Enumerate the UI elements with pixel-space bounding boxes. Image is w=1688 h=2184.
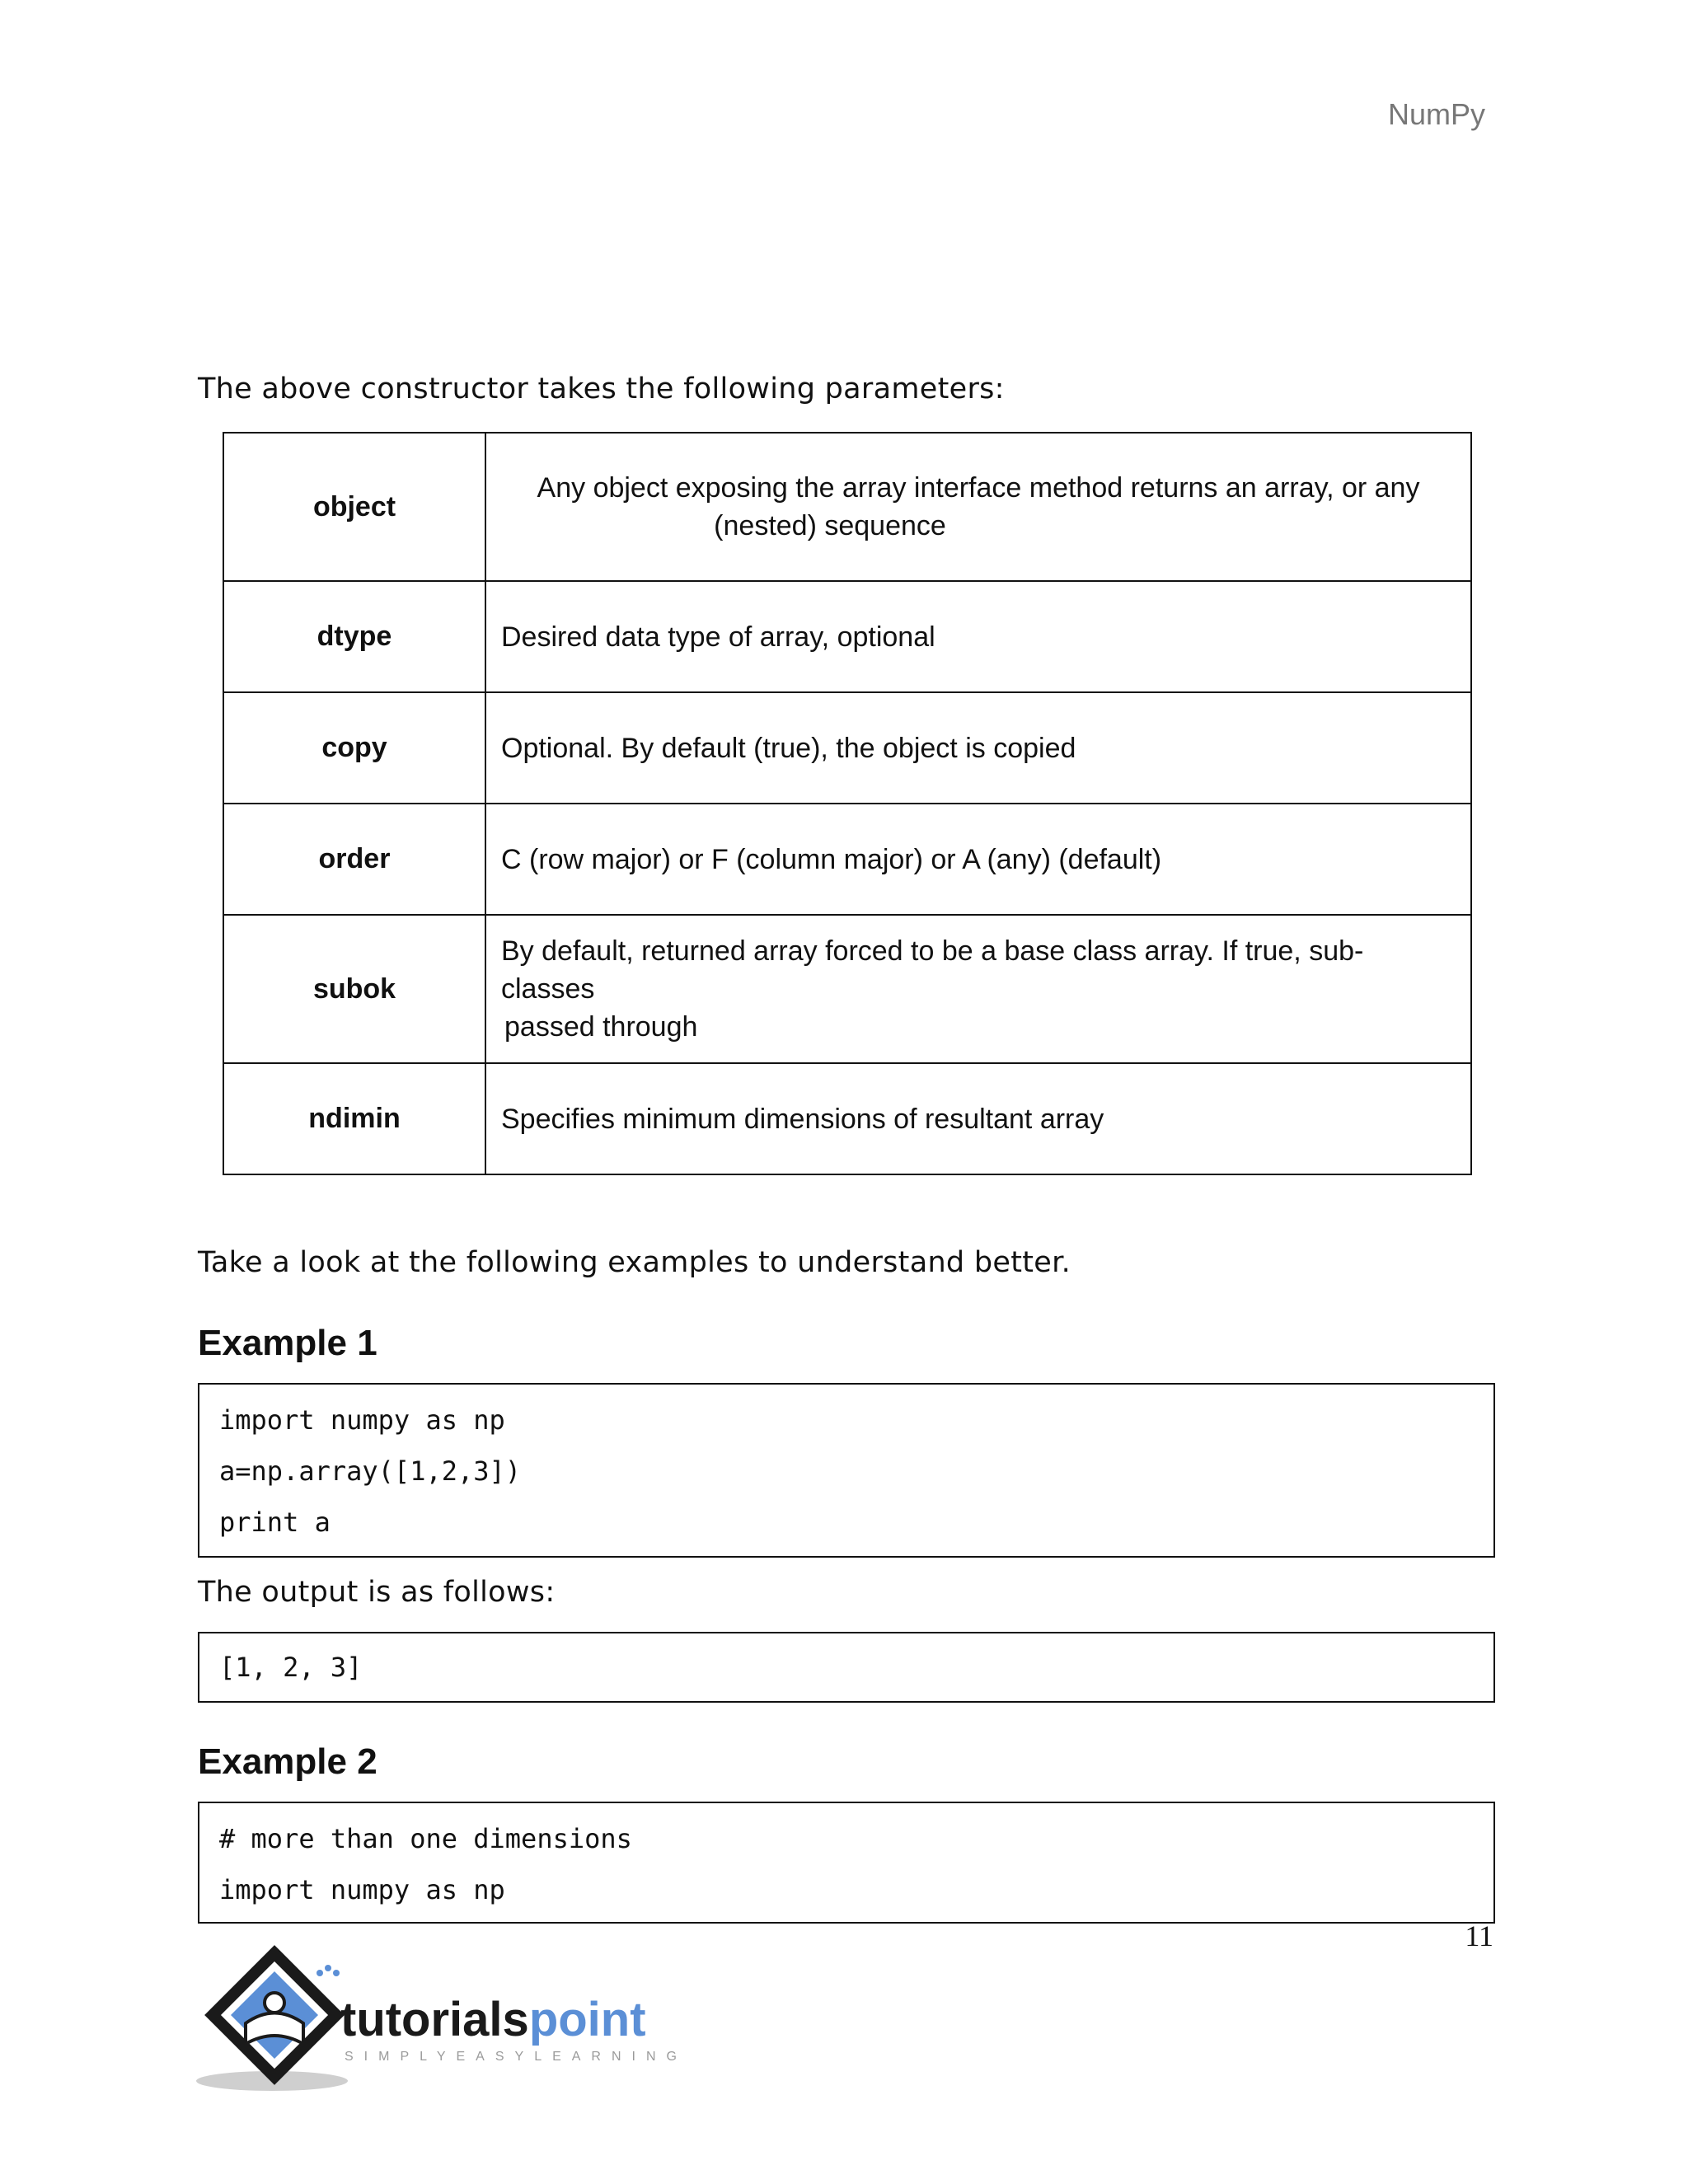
param-description: Desired data type of array, optional	[485, 581, 1471, 692]
param-description: C (row major) or F (column major) or A (any) (default)	[485, 804, 1471, 915]
example-1-heading: Example 1	[198, 1323, 377, 1363]
table-row	[223, 433, 1471, 581]
code-line: a=np.array([1,2,3])	[219, 1455, 522, 1487]
table-row	[223, 581, 1471, 692]
param-description: Optional. By default (true), the object is copied	[485, 692, 1471, 804]
param-name: copy	[223, 692, 485, 804]
intro-text: The above constructor takes the following parameters:	[198, 373, 1005, 405]
example-1-output-block	[198, 1632, 1495, 1703]
tutorialspoint-logo	[196, 1945, 707, 2093]
param-name: order	[223, 804, 485, 915]
table-row	[223, 1063, 1471, 1174]
param-name: ndimin	[223, 1063, 485, 1174]
param-description-line: Any object exposing the array interface method returns an array, or any	[537, 472, 1420, 504]
param-description-line: By default, returned array forced to be a base class array. If true, sub-classes	[501, 935, 1364, 1005]
running-header: NumPy	[1387, 97, 1485, 131]
logo-tagline: SIMPLYEASYLEARNING	[345, 2050, 687, 2064]
table-row	[223, 915, 1471, 1063]
param-name: object	[223, 433, 485, 581]
output-intro-text: The output is as follows:	[198, 1576, 556, 1609]
code-line: import numpy as np	[219, 1874, 505, 1905]
param-name: dtype	[223, 581, 485, 692]
example-1-code-block	[198, 1383, 1495, 1558]
example-2-heading: Example 2	[198, 1741, 377, 1782]
logo-text-accent: point	[528, 1993, 646, 2046]
output-line: [1, 2, 3]	[219, 1652, 363, 1683]
logo-wordmark	[340, 1993, 646, 2046]
code-line: # more than one dimensions	[219, 1823, 632, 1854]
example-2-code-block	[198, 1802, 1495, 1924]
param-description-line: passed through	[504, 1011, 698, 1043]
logo-text-dark: tutorials	[340, 1993, 529, 2046]
param-description	[485, 915, 1471, 1063]
table-row	[223, 804, 1471, 915]
parameters-table	[223, 432, 1472, 1175]
code-line: import numpy as np	[219, 1404, 505, 1436]
person-icon	[265, 1993, 284, 2013]
table-row	[223, 692, 1471, 804]
examples-intro-text: Take a look at the following examples to understand better.	[198, 1246, 1071, 1279]
param-description	[485, 433, 1471, 581]
param-description: Specifies minimum dimensions of resultant array	[485, 1063, 1471, 1174]
param-description-line: (nested) sequence	[714, 510, 946, 541]
page-number: 11	[1465, 1919, 1493, 1952]
param-name: subok	[223, 915, 485, 1063]
code-line: print a	[219, 1507, 331, 1538]
